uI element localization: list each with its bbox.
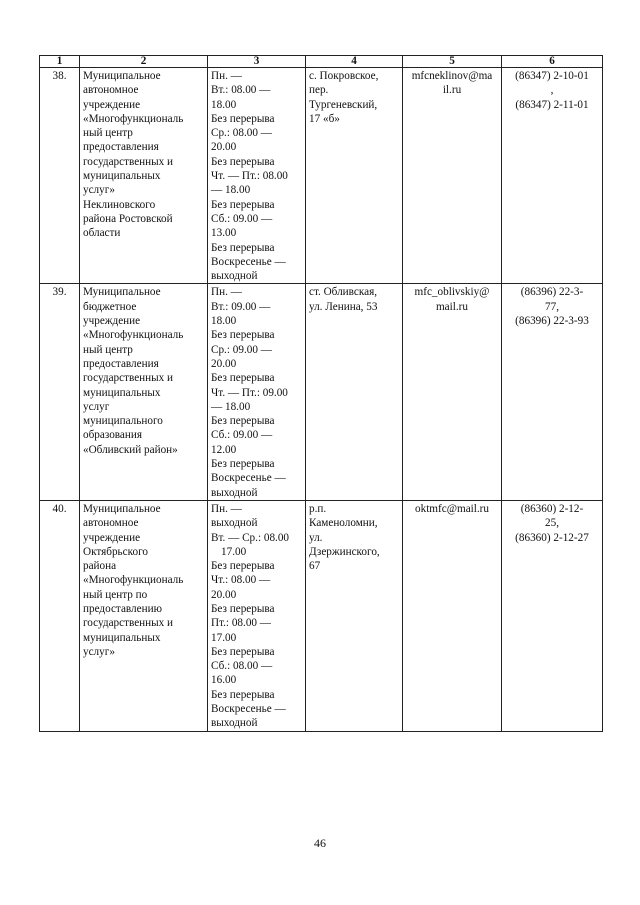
name-line: автономное [83,517,139,530]
row-number-cell: 39. [40,284,80,500]
name-line: района [83,560,117,573]
name-line: «Многофункциональ [83,329,184,342]
address-line: пер. [309,84,329,97]
hours-line: Воскресенье — [211,703,286,716]
hours-line: Без перерыва [211,602,275,615]
row-number-cell: 40. [40,500,80,731]
name-line: Муниципальное [83,286,161,299]
name-line: услуг [83,400,110,413]
header-col-1: 1 [40,56,80,68]
working-hours-cell [208,284,306,500]
address-line: ул. Ленина, 53 [309,300,378,313]
hours-line: Чт. — Пт.: 09.00 [211,386,288,399]
name-line: ный центр [83,343,133,356]
email-line: mail.ru [435,300,468,313]
hours-line: Сб.: 08.00 — [211,660,273,673]
hours-line: Без перерыва [211,329,275,342]
name-line: государственных и [83,617,174,630]
address-line: ул. [309,531,323,544]
name-line: ный центр [83,127,133,140]
name-line: ный центр по [83,588,148,601]
hours-line: 13.00 [211,227,237,240]
name-line: предоставления [83,141,159,154]
address-line: с. Покровское, [309,70,379,82]
hours-line: Без перерыва [211,688,275,701]
organization-name-cell [80,284,208,500]
hours-line: 17.00 [221,545,247,558]
hours-line: — 18.00 [211,400,251,413]
hours-line: 16.00 [211,674,237,687]
name-line: Неклиновского [83,198,156,211]
address-line: 67 [309,560,321,573]
name-line: государственных и [83,372,174,385]
header-col-2: 2 [80,56,208,68]
name-line: автономное [83,84,139,97]
organization-name-cell [80,500,208,731]
name-line: муниципального [83,415,163,428]
hours-line: Пн. — [211,286,242,299]
hours-line: выходной [211,486,258,499]
hours-line: 12.00 [211,443,237,456]
name-line: учреждение [83,531,141,544]
hours-line: Сб.: 09.00 — [211,429,273,442]
address-line: Каменоломни, [309,517,378,530]
name-line: области [83,227,121,240]
hours-line: Ср.: 08.00 — [211,127,272,140]
mfc-directory-table [39,55,603,732]
address-line: р.п. [309,502,327,515]
hours-line: 18.00 [211,315,237,328]
header-col-3: 3 [208,56,306,68]
table-header-row [40,56,603,68]
name-line: предоставлению [83,602,162,615]
name-line: «Обливский район» [83,443,178,456]
name-line: муниципальных [83,170,161,183]
name-line: бюджетное [83,300,137,313]
email-line: mfc_oblivskiy@ [414,286,490,299]
hours-line: Без перерыва [211,112,275,125]
hours-line: Без перерыва [211,372,275,385]
hours-line: Чт.: 08.00 — [211,574,271,587]
hours-line: Пн. — [211,502,242,515]
hours-line: выходной [211,717,258,730]
phone-line: 77, [545,300,559,313]
name-line: услуг» [83,645,115,658]
phone-cell [502,284,603,500]
page-number: 46 [314,836,326,850]
name-line: Октябрьского [83,545,148,558]
phone-line: (86347) 2-11-01 [515,98,589,111]
organization-name-cell [80,68,208,284]
phone-line: (86360) 2-12- [520,502,584,515]
email-line: il.ru [442,84,462,97]
phone-cell [502,68,603,284]
name-line: предоставления [83,357,159,370]
hours-line: Без перерыва [211,645,275,658]
name-line: муниципальных [83,631,161,644]
name-line: государственных и [83,155,174,168]
working-hours-cell [208,500,306,731]
hours-line: Воскресенье — [211,472,286,485]
hours-line: 18.00 [211,98,237,111]
header-col-4: 4 [306,56,403,68]
table-row [40,68,603,284]
row-number-cell: 38. [40,68,80,284]
name-line: услуг» [83,184,115,197]
name-line: муниципальных [83,386,161,399]
working-hours-cell [208,68,306,284]
hours-line: Сб.: 09.00 — [211,212,273,225]
hours-line: выходной [211,517,258,530]
header-col-6: 6 [502,56,603,68]
phone-line: (86347) 2-10-01 [515,70,589,82]
email-line: oktmfc@mail.ru [415,502,489,515]
hours-line: выходной [211,270,258,283]
hours-line: 17.00 [211,631,237,644]
phone-line: 25, [545,517,559,530]
name-line: «Многофункциональ [83,574,184,587]
hours-line: Ср.: 09.00 — [211,343,272,356]
hours-line: Без перерыва [211,198,275,211]
address-cell [306,500,403,731]
name-line: района Ростовской [83,212,173,225]
hours-line: Без перерыва [211,415,275,428]
name-line: «Многофункциональ [83,112,184,125]
hours-line: Пт.: 08.00 — [211,617,271,630]
email-cell [403,500,502,731]
address-line: Дзержинского, [309,545,380,558]
email-cell [403,284,502,500]
name-line: Муниципальное [83,502,161,515]
hours-line: Вт.: 08.00 — [211,84,271,97]
name-line: учреждение [83,98,141,111]
address-cell [306,68,403,284]
hours-line: — 18.00 [211,184,251,197]
name-line: образования [83,429,143,442]
name-line: Муниципальное [83,70,161,82]
hours-line: Вт.: 09.00 — [211,300,271,313]
hours-line: Без перерыва [211,560,275,573]
header-col-5: 5 [403,56,502,68]
email-cell [403,68,502,284]
email-line: mfcneklinov@ma [411,70,493,82]
hours-line: Вт. — Ср.: 08.00 [211,531,290,544]
table-row [40,284,603,500]
table-row [40,500,603,731]
hours-line: 20.00 [211,357,237,370]
address-line: 17 «б» [309,112,340,125]
phone-line: (86396) 22-3-93 [515,315,589,328]
hours-line: Без перерыва [211,155,275,168]
hours-line: Воскресенье — [211,255,286,268]
phone-cell [502,500,603,731]
hours-line: 20.00 [211,141,237,154]
phone-line: , [550,84,554,97]
address-line: Тургеневский, [309,98,378,111]
hours-line: 20.00 [211,588,237,601]
hours-line: Без перерыва [211,458,275,471]
hours-line: Пн. — [211,70,242,82]
address-cell [306,284,403,500]
name-line: учреждение [83,315,141,328]
hours-line: Без перерыва [211,241,275,254]
phone-line: (86360) 2-12-27 [515,531,589,544]
address-line: ст. Обливская, [309,286,378,299]
hours-line: Чт. — Пт.: 08.00 [211,170,288,183]
phone-line: (86396) 22-3- [520,286,584,299]
